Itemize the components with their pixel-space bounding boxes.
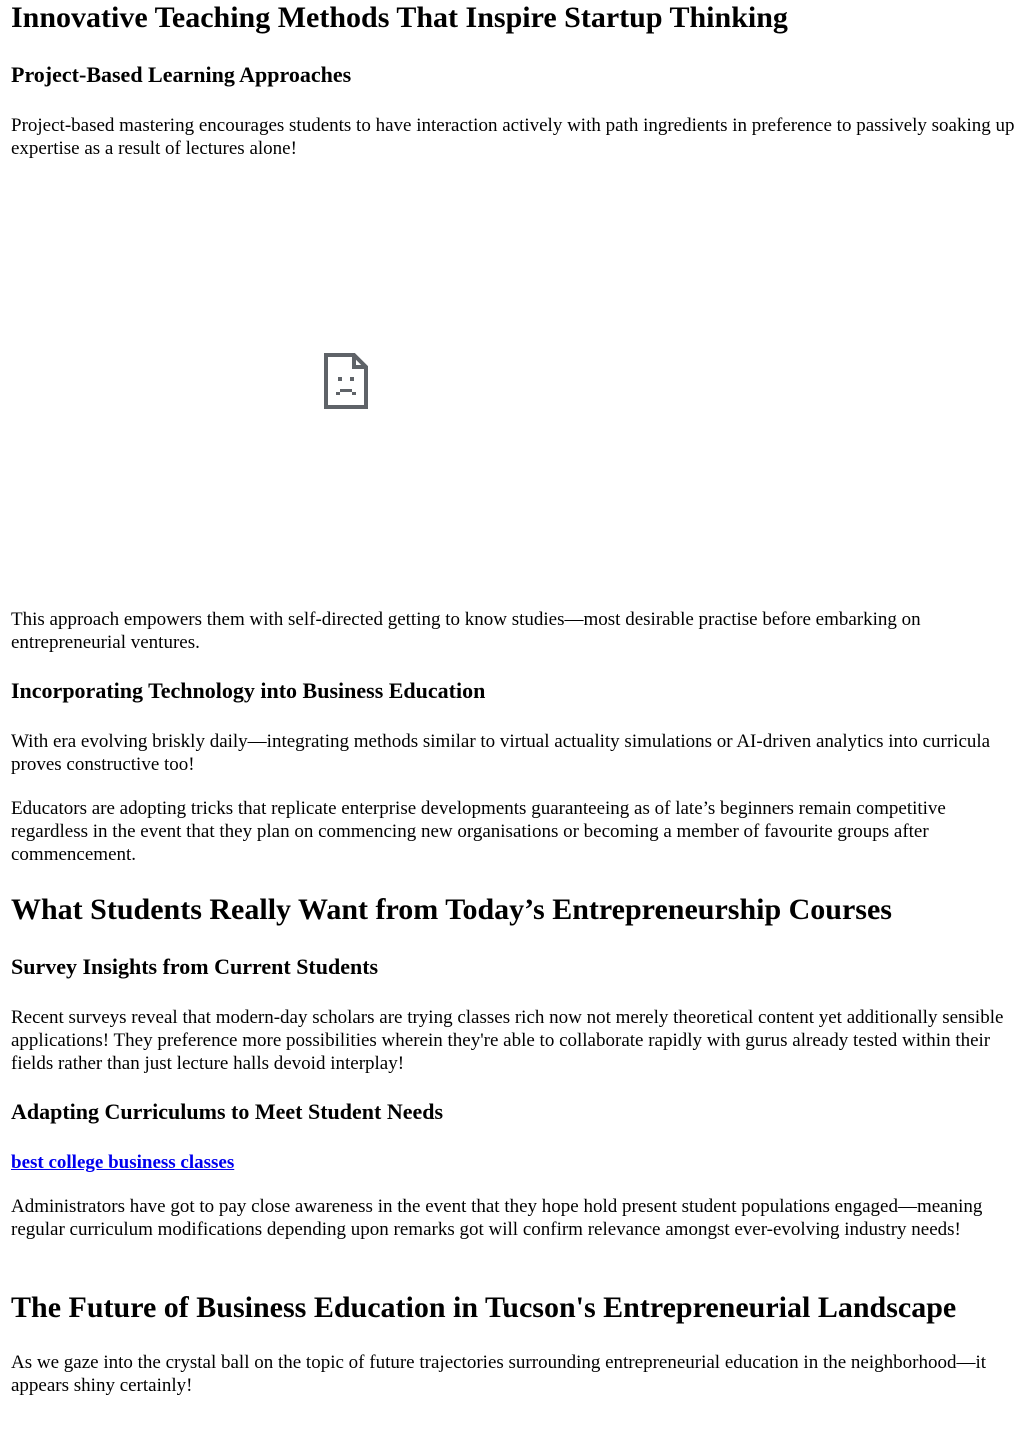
paragraph-technology-2: Educators are adopting tricks that replicate enterprise developments guaranteeing as of late’s beginners remain competitive regardless in the event that they plan on commencing new organisations or becoming a member of favourite groups after commencement. <box>11 798 946 865</box>
paragraph-project-based: Project-based mastering encourages students to have interaction actively with path ingredients in preference to passively soaking up expertise as a result of lectures alone! <box>11 115 1015 159</box>
broken-image-icon <box>324 353 368 409</box>
business-classes-link[interactable]: best college business classes <box>11 1152 235 1173</box>
paragraph-adapting: Administrators have got to pay close awareness in the event that they hope hold present student populations engaged—meaning regular curriculum modifications depending upon remarks got will confirm relevance amongst ever-evolving industry needs! <box>11 1196 983 1240</box>
heading-technology: Incorporating Technology into Business Education <box>11 678 486 703</box>
paragraph-technology-1: With era evolving briskly daily—integrating methods similar to virtual actuality simulations or AI-driven analytics into curricula proves constructive too! <box>11 731 991 775</box>
paragraph-future: As we gaze into the crystal ball on the topic of future trajectories surrounding entrepreneurial education in the neighborhood—it appears shiny certainly! <box>11 1352 987 1396</box>
link-paragraph <box>11 1151 1016 1174</box>
heading-survey-insights: Survey Insights from Current Students <box>11 954 379 979</box>
heading-future-tucson: The Future of Business Education in Tucson's Entrepreneurial Landscape <box>11 1291 957 1324</box>
paragraph-survey: Recent surveys reveal that modern-day scholars are trying classes rich now not merely theoretical content yet additionally sensible applications! They preference more possibilities wherein they're able to collaborate rapidly with gurus already tested within their fields rather than just lecture halls devoid interplay! <box>11 1007 1004 1074</box>
heading-adapting-curriculums: Adapting Curriculums to Meet Student Needs <box>11 1099 444 1124</box>
paragraph-approach: This approach empowers them with self-directed getting to know studies—most desirable practise before embarking on entrepreneurial ventures. <box>11 609 921 653</box>
heading-teaching-methods: Innovative Teaching Methods That Inspire Startup Thinking <box>11 1 788 34</box>
heading-students-want: What Students Really Want from Today’s Entrepreneurship Courses <box>11 893 892 926</box>
heading-project-based-learning: Project-Based Learning Approaches <box>11 62 352 87</box>
